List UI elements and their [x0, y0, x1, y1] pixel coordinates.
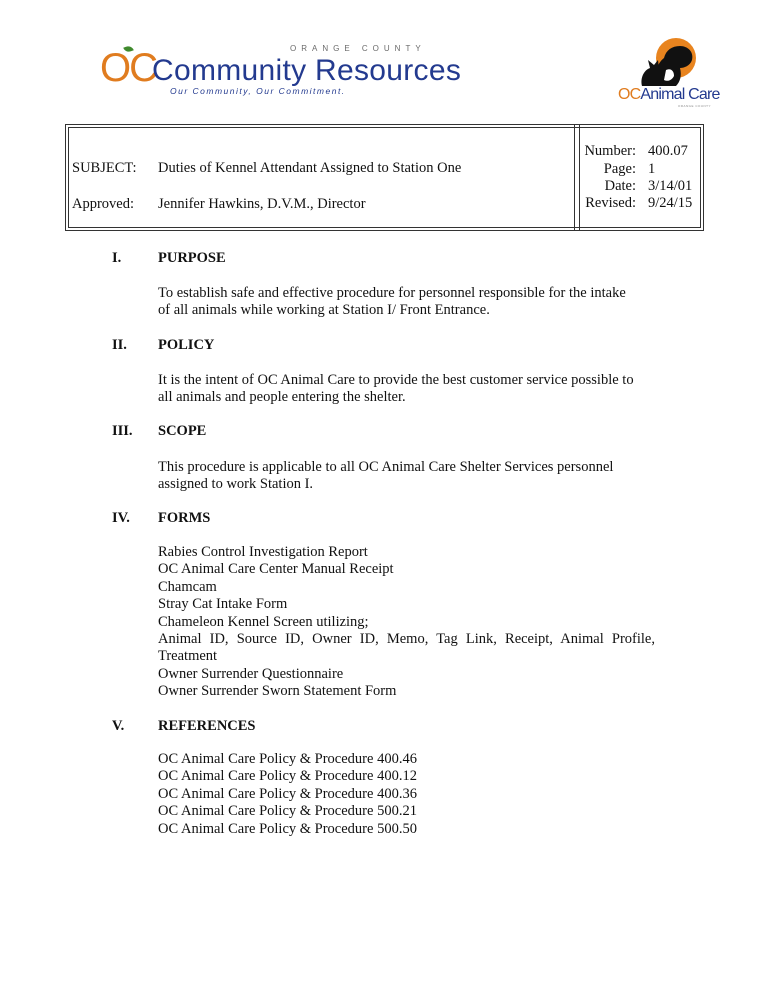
- oc-animal-care-logo: [614, 36, 720, 112]
- list-item: OC Animal Care Policy & Procedure 400.36: [158, 785, 417, 802]
- list-item: OC Animal Care Policy & Procedure 400.46: [158, 751, 417, 767]
- approved-value: Jennifer Hawkins, D.V.M., Director: [158, 196, 366, 212]
- scope-paragraph: [158, 459, 655, 494]
- date-label: Date:: [604, 178, 636, 194]
- logo2-text: OCAnimal Care: [618, 86, 720, 103]
- revised-value: 9/24/15: [648, 195, 693, 211]
- paragraph-line: It is the intent of OC Animal Care to provide the best customer service possible to: [158, 372, 634, 388]
- section-number: II.: [112, 337, 127, 353]
- references-list: [158, 751, 655, 838]
- list-item: Rabies Control Investigation Report: [158, 544, 368, 560]
- logo-oc-text: OC: [100, 46, 156, 90]
- list-item: Chameleon Kennel Screen utilizing;: [158, 613, 369, 630]
- section-title-references: REFERENCES: [158, 718, 256, 734]
- section-number: III.: [112, 423, 133, 439]
- paragraph-line: To establish safe and effective procedure for personnel responsible for the intake: [158, 285, 626, 301]
- list-item: Stray Cat Intake Form: [158, 596, 288, 613]
- section-number: V.: [112, 718, 125, 734]
- purpose-paragraph: [158, 285, 655, 320]
- logo-county-text: ORANGE COUNTY: [290, 44, 426, 53]
- list-item: OC Animal Care Policy & Procedure 500.50: [158, 820, 417, 837]
- logo2-subtext: ORANGE COUNTY: [678, 104, 712, 108]
- revised-label: Revised:: [585, 195, 636, 211]
- list-item: Chamcam: [158, 578, 217, 595]
- list-item: Animal ID, Source ID, Owner ID, Memo, Tag Link, Receipt, Animal Profile,: [158, 631, 655, 648]
- number-value: 400.07: [648, 143, 688, 159]
- list-item: OC Animal Care Policy & Procedure 500.21: [158, 803, 417, 820]
- page-label: Page:: [603, 161, 636, 177]
- section-title-forms: FORMS: [158, 510, 211, 526]
- list-item: OC Animal Care Policy & Procedure 400.12: [158, 768, 417, 785]
- section-title-policy: POLICY: [158, 337, 215, 353]
- section-title-purpose: PURPOSE: [158, 250, 226, 266]
- section-number: IV.: [112, 510, 130, 526]
- logo-tagline: Our Community, Our Commitment.: [170, 86, 346, 96]
- policy-paragraph: [158, 372, 655, 407]
- paragraph-line: This procedure is applicable to all OC Animal Care Shelter Services personnel: [158, 459, 614, 475]
- logo-title: Community Resources: [152, 54, 462, 87]
- section-title-scope: SCOPE: [158, 423, 207, 439]
- list-item: OC Animal Care Center Manual Receipt: [158, 561, 394, 578]
- section-number: I.: [112, 250, 122, 266]
- subject-label: SUBJECT:: [72, 160, 137, 176]
- list-item: Owner Surrender Sworn Statement Form: [158, 683, 397, 700]
- date-value: 3/14/01: [648, 178, 693, 194]
- list-item: Owner Surrender Questionnaire: [158, 665, 344, 682]
- list-item: Treatment: [158, 648, 218, 665]
- forms-list: [158, 544, 655, 701]
- approved-label: Approved:: [72, 196, 135, 212]
- number-label: Number:: [584, 143, 636, 159]
- paragraph-line: all animals and people entering the shelter.: [158, 389, 406, 406]
- page-value: 1: [648, 161, 656, 177]
- paragraph-line: assigned to work Station I.: [158, 476, 314, 493]
- paragraph-line: of all animals while working at Station I/ Front Entrance.: [158, 302, 490, 319]
- subject-value: Duties of Kennel Attendant Assigned to Station One: [158, 160, 462, 176]
- dog-cat-icon: [628, 36, 702, 88]
- oc-community-resources-logo: [100, 44, 570, 102]
